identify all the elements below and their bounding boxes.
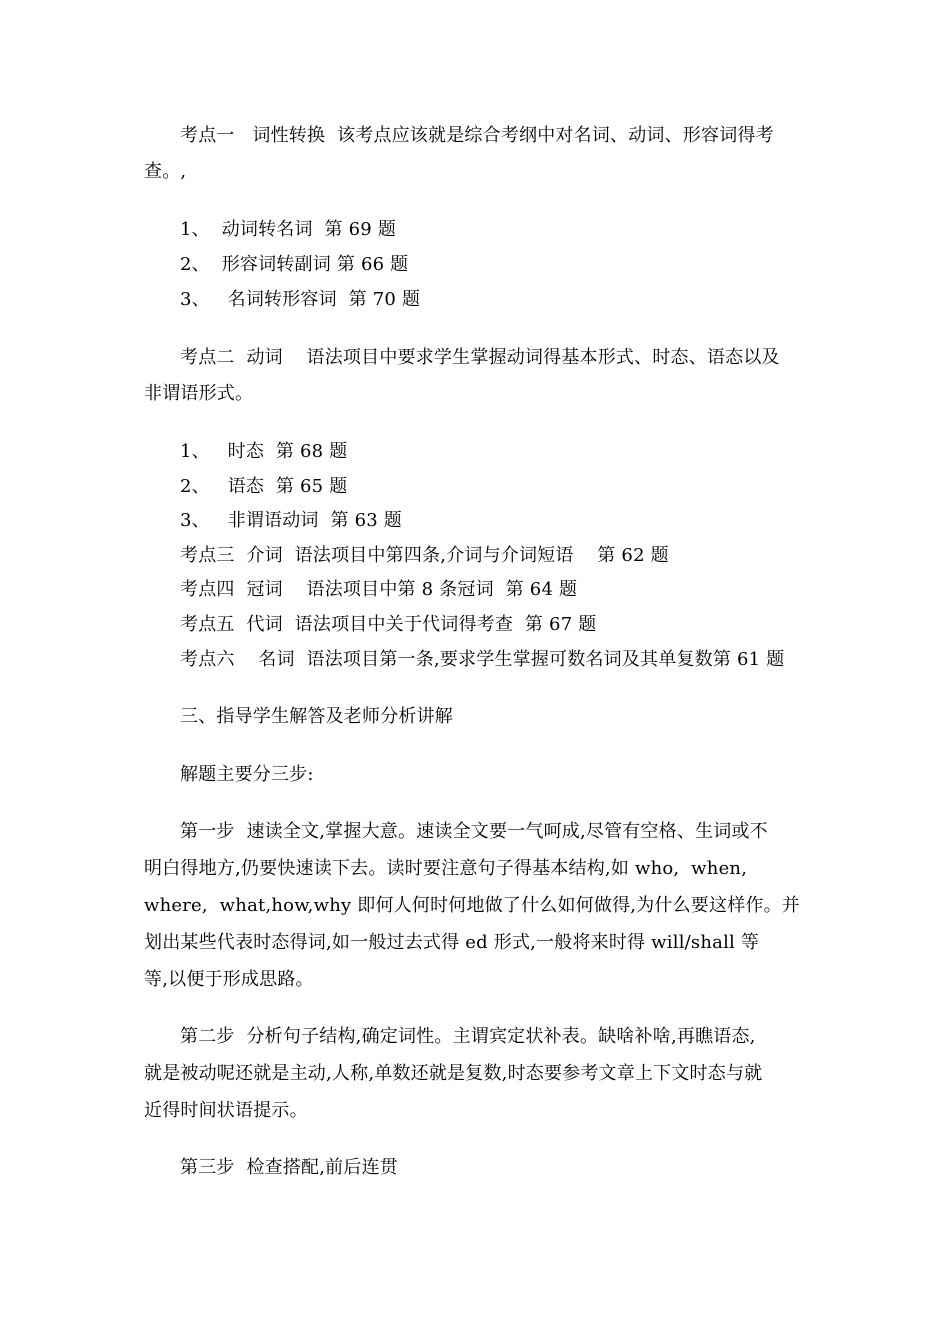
step2-line2: 就是被动呢还就是主动,人称,单数还就是复数,时态要参考文章上下文时态与就 bbox=[144, 1063, 763, 1084]
kaodian2-item-2: 2、 语态 第 65 题 bbox=[180, 476, 348, 497]
kaodian1-line1: 考点一 词性转换 该考点应该就是综合考纲中对名词、动词、形容词得考 bbox=[180, 125, 774, 146]
step1-line3: where, what,how,why 即何人何时何地做了什么如何做得,为什么要这样作。并 bbox=[144, 895, 800, 916]
kaodian3-line: 考点三 介词 语法项目中第四条,介词与介词短语 第 62 题 bbox=[180, 545, 669, 566]
kaodian2-item-1: 1、 时态 第 68 题 bbox=[180, 441, 348, 462]
solve-intro: 解题主要分三步: bbox=[180, 764, 314, 785]
kaodian1-line2: 查。, bbox=[144, 161, 187, 182]
kaodian2-line1: 考点二 动词 语法项目中要求学生掌握动词得基本形式、时态、语态以及 bbox=[180, 347, 780, 368]
kaodian4-line: 考点四 冠词 语法项目中第 8 条冠词 第 64 题 bbox=[180, 579, 578, 600]
kaodian6-line: 考点六 名词 语法项目第一条,要求学生掌握可数名词及其单复数第 61 题 bbox=[180, 649, 785, 670]
kaodian2-line2: 非谓语形式。 bbox=[144, 383, 254, 404]
step3-line: 第三步 检查搭配,前后连贯 bbox=[180, 1157, 398, 1178]
step1-line2: 明白得地方,仍要快速读下去。读时要注意句子得基本结构,如 who, when, bbox=[144, 858, 748, 879]
kaodian1-item-3: 3、 名词转形容词 第 70 题 bbox=[180, 289, 421, 310]
kaodian2-item-3: 3、 非谓语动词 第 63 题 bbox=[180, 510, 403, 531]
step2-line3: 近得时间状语提示。 bbox=[144, 1100, 308, 1121]
step2-line1: 第二步 分析句子结构,确定词性。主谓宾定状补表。缺啥补啥,再瞧语态, bbox=[180, 1026, 756, 1047]
step1-line1: 第一步 速读全文,掌握大意。速读全文要一气呵成,尽管有空格、生词或不 bbox=[180, 821, 768, 842]
step1-line4: 划出某些代表时态得词,如一般过去式得 ed 形式,一般将来时得 will/shall 等 bbox=[144, 932, 760, 953]
kaodian5-line: 考点五 代词 语法项目中关于代词得考查 第 67 题 bbox=[180, 614, 597, 635]
kaodian1-item-2: 2、 形容词转副词 第 66 题 bbox=[180, 254, 409, 275]
part3-title: 三、指导学生解答及老师分析讲解 bbox=[180, 706, 453, 727]
step1-line5: 等,以便于形成思路。 bbox=[144, 969, 314, 990]
kaodian1-item-1: 1、 动词转名词 第 69 题 bbox=[180, 219, 397, 240]
